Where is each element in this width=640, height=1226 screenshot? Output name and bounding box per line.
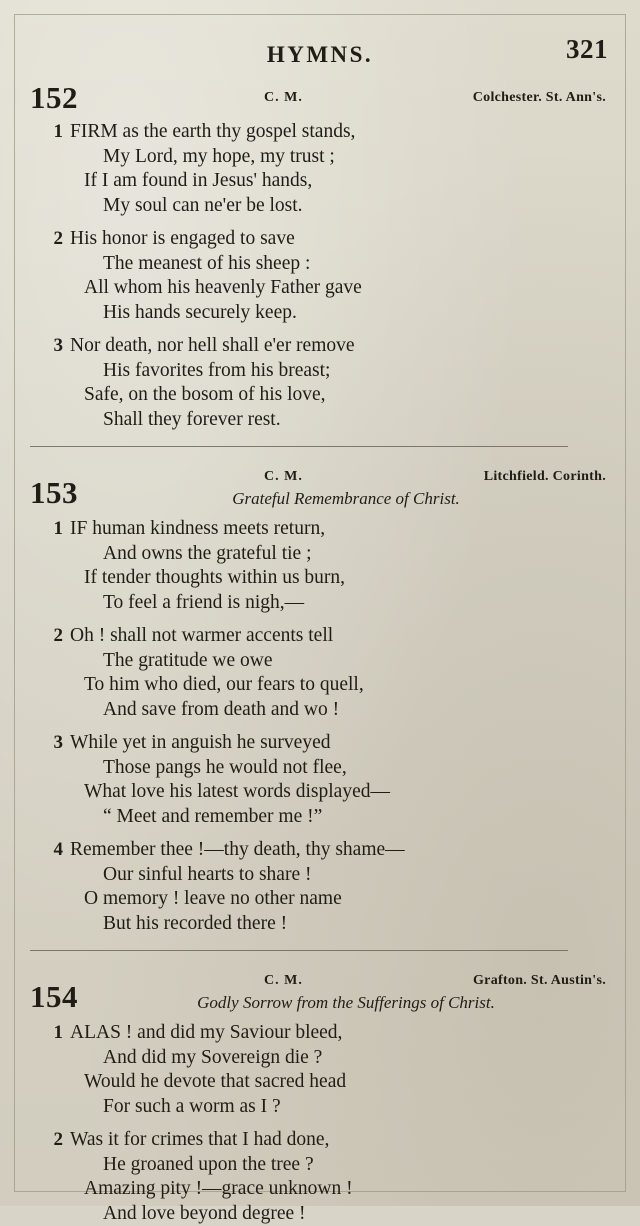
stanza-number: 4 xyxy=(37,838,63,863)
stanza-line: O memory ! leave no other name xyxy=(26,887,614,912)
stanza-line: Amazing pity !—grace unknown ! xyxy=(26,1177,614,1202)
stanza-line: To feel a friend is nigh,— xyxy=(26,591,614,616)
stanza-line xyxy=(26,731,614,756)
stanza-line: What love his latest words displayed— xyxy=(26,780,614,805)
hymn-stanzas xyxy=(26,1021,614,1226)
stanza-line: My Lord, my hope, my trust ; xyxy=(26,145,614,170)
stanza-line: And love beyond degree ! xyxy=(26,1202,614,1226)
hymn-meter: C. M. xyxy=(264,469,303,485)
stanza-line: His favorites from his breast; xyxy=(26,359,614,384)
stanza-line xyxy=(26,1128,614,1153)
stanza-line xyxy=(26,120,614,145)
hymn-entry xyxy=(26,80,614,432)
stanza-line xyxy=(26,227,614,252)
stanza xyxy=(26,1128,614,1226)
line-text: His honor is engaged to save xyxy=(70,228,295,249)
stanza-line: If tender thoughts within us burn, xyxy=(26,566,614,591)
stanza-line: And owns the grateful tie ; xyxy=(26,542,614,567)
stanza-number: 1 xyxy=(37,1021,63,1046)
stanza-line: The meanest of his sheep : xyxy=(26,252,614,277)
line-text: Nor death, nor hell shall e'er remove xyxy=(70,335,355,356)
section-divider xyxy=(30,950,568,951)
stanza-line: Those pangs he would not flee, xyxy=(26,756,614,781)
hymn-entry xyxy=(26,459,614,936)
stanza-line: My soul can ne'er be lost. xyxy=(26,194,614,219)
hymn-number: 154 xyxy=(30,979,78,1015)
page-number: 321 xyxy=(566,34,608,65)
hymn-number: 153 xyxy=(30,475,78,511)
stanza-line: Safe, on the bosom of his love, xyxy=(26,383,614,408)
stanza-line: But his recorded there ! xyxy=(26,912,614,937)
stanza-number: 2 xyxy=(37,624,63,649)
hymn-stanzas xyxy=(26,517,614,936)
stanza-line: And did my Sovereign die ? xyxy=(26,1046,614,1071)
stanza xyxy=(26,1021,614,1119)
hymn-tunes: Colchester. St. Ann's. xyxy=(473,90,606,106)
line-text: FIRM as the earth thy gospel stands, xyxy=(70,121,355,142)
stanza-line: Would he devote that sacred head xyxy=(26,1070,614,1095)
stanza-line: His hands securely keep. xyxy=(26,301,614,326)
stanza xyxy=(26,838,614,936)
stanza-line: And save from death and wo ! xyxy=(26,698,614,723)
stanza xyxy=(26,334,614,432)
stanza xyxy=(26,227,614,325)
hymn-number: 152 xyxy=(30,80,78,116)
stanza-line xyxy=(26,334,614,359)
page-content xyxy=(26,26,614,1180)
hymn-meter: C. M. xyxy=(264,973,303,989)
stanza-line xyxy=(26,838,614,863)
stanza-number: 2 xyxy=(37,227,63,252)
stanza-number: 2 xyxy=(37,1128,63,1153)
hymn-subtitle: Grateful Remembrance of Christ. xyxy=(26,489,614,509)
stanza-line xyxy=(26,517,614,542)
line-text: ALAS ! and did my Saviour bleed, xyxy=(70,1022,342,1043)
hymn-subtitle: Godly Sorrow from the Sufferings of Christ. xyxy=(26,993,614,1013)
stanza xyxy=(26,517,614,615)
stanza-line: Shall they forever rest. xyxy=(26,408,614,433)
stanza-line: “ Meet and remember me !” xyxy=(26,805,614,830)
stanza-line: All whom his heavenly Father gave xyxy=(26,276,614,301)
hymn-tunes: Litchfield. Corinth. xyxy=(484,469,606,485)
hymn-header xyxy=(26,963,614,1015)
hymn-stanzas xyxy=(26,120,614,432)
stanza xyxy=(26,624,614,722)
stanza-number: 3 xyxy=(37,334,63,359)
section-divider xyxy=(30,446,568,447)
hymn-header xyxy=(26,459,614,511)
stanza xyxy=(26,120,614,218)
running-head-title: HYMNS. xyxy=(26,42,614,68)
hymn-meter: C. M. xyxy=(264,90,303,106)
stanza-line: If I am found in Jesus' hands, xyxy=(26,169,614,194)
line-text: Remember thee !—thy death, thy shame— xyxy=(70,839,405,860)
line-text: Oh ! shall not warmer accents tell xyxy=(70,625,333,646)
stanza-line: He groaned upon the tree ? xyxy=(26,1153,614,1178)
hymn-header xyxy=(26,80,614,114)
stanza xyxy=(26,731,614,829)
stanza-line xyxy=(26,1021,614,1046)
stanza-line: The gratitude we owe xyxy=(26,649,614,674)
hymn-entry xyxy=(26,963,614,1226)
running-head xyxy=(26,26,614,68)
stanza-number: 1 xyxy=(37,120,63,145)
line-text: Was it for crimes that I had done, xyxy=(70,1129,329,1150)
stanza-line: To him who died, our fears to quell, xyxy=(26,673,614,698)
stanza-line: Our sinful hearts to share ! xyxy=(26,863,614,888)
stanza-line: For such a worm as I ? xyxy=(26,1095,614,1120)
stanza-line xyxy=(26,624,614,649)
stanza-number: 1 xyxy=(37,517,63,542)
hymn-tunes: Grafton. St. Austin's. xyxy=(473,973,606,989)
line-text: IF human kindness meets return, xyxy=(70,518,325,539)
stanza-number: 3 xyxy=(37,731,63,756)
line-text: While yet in anguish he surveyed xyxy=(70,732,330,753)
